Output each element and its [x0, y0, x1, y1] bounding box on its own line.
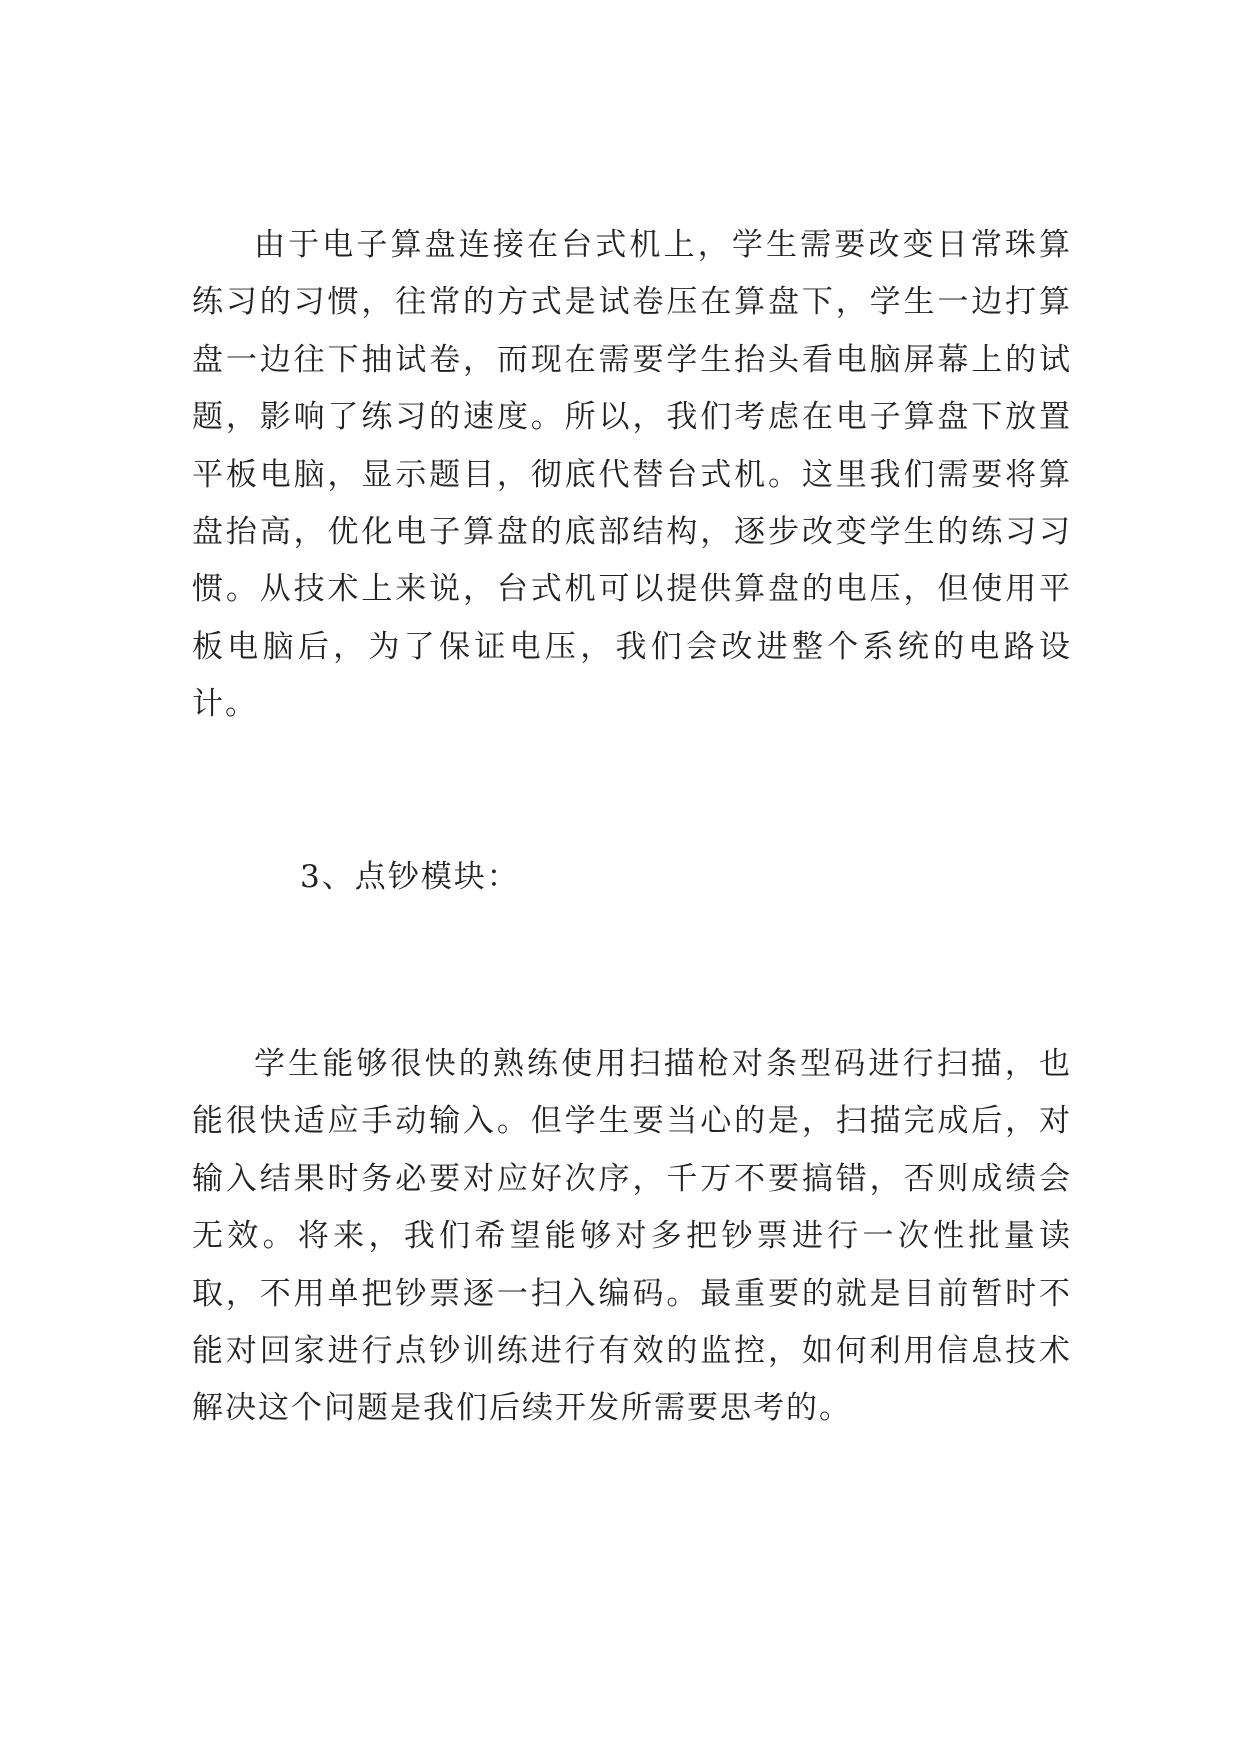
body-paragraph-cash-counting: 学生能够很快的熟练使用扫描枪对条型码进行扫描，也能很快适应手动输入。但学生要当心的是，扫描完成后，对输入结果时务必要对应好次序，千万不要搞错，否则成绩会无效。将来，我们希望能够对多把钞票进行一次性批量读取，不用单把钞票逐一扫入编码。最重要的就是目前暂时不能对回家进行点钞训练进行有效的监控，如何利用信息技术解决这个问题是我们后续开发所需要思考的。	[192, 1046, 1072, 1427]
section-heading-cash-counting-module: 3、点钞模块：	[300, 859, 520, 895]
body-paragraph-abacus: 由于电子算盘连接在台式机上，学生需要改变日常珠算练习的习惯，往常的方式是试卷压在算盘下，学生一边打算盘一边往下抽试卷，而现在需要学生抬头看电脑屏幕上的试题，影响了练习的速度。所以，我们考虑在电子算盘下放置平板电脑，显示题目，彻底代替台式机。这里我们需要将算盘抬高，优化电子算盘的底部结构，逐步改变学生的练习习惯。从技术上来说，台式机可以提供算盘的电压，但使用平板电脑后，为了保证电压，我们会改进整个系统的电路设计。	[192, 227, 1072, 723]
